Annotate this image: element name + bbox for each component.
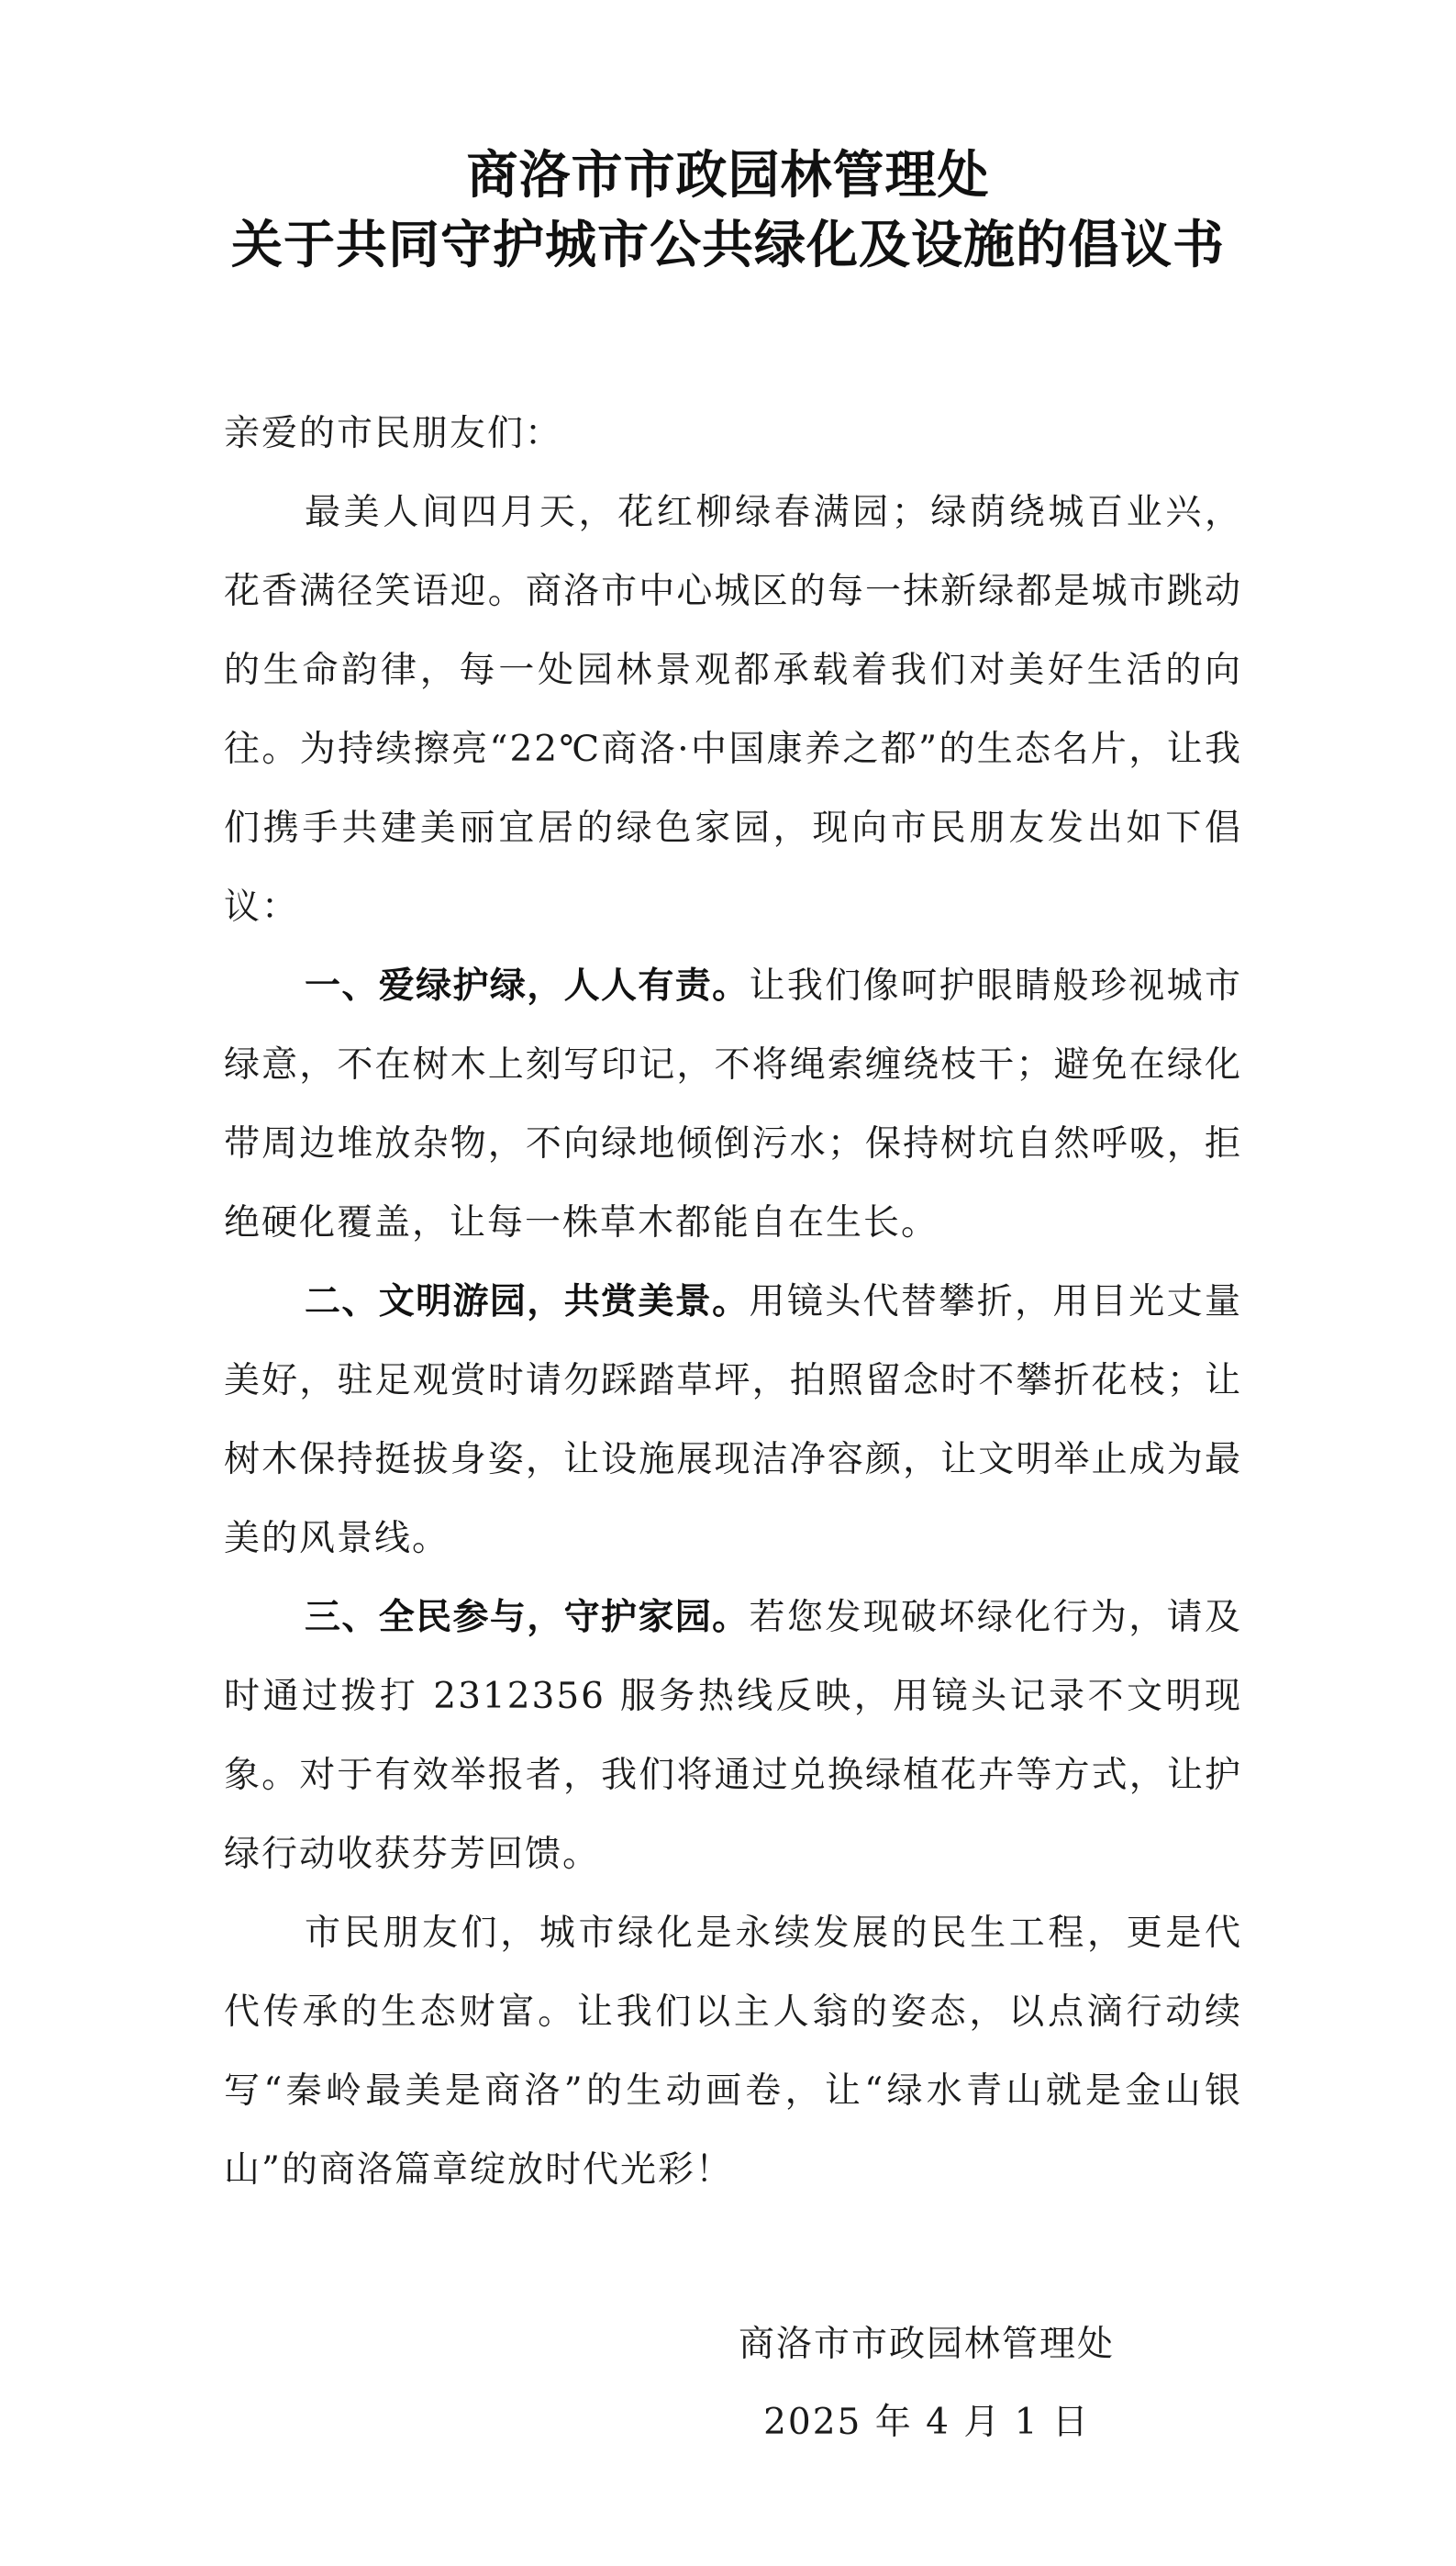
proposal-text-1: 让我们像呵护眼睛般珍视城市绿意，不在树木上刻写印记，不将绳索缠绕枝干；避免在绿化带周边堆放杂物，不向绿地倾倒污水；保持树坑自然呼吸，拒绝硬化覆盖，让每一株草木都能自在生长。 [224,965,1242,1244]
signature-date: 2025 年 4 月 1 日 [763,2402,1090,2443]
proposal-heading-3: 三、全民参与，守护家园。 [305,1597,750,1638]
salutation: 亲爱的市民朋友们： [224,413,563,454]
proposal-heading-2: 二、文明游园，共赏美景。 [305,1281,750,1322]
letter-body [224,395,1242,2210]
proposal-paragraph-3 [224,1579,1242,1894]
intro-paragraph: 最美人间四月天，花红柳绿春满园；绿荫绕城百业兴，花香满径笑语迎。商洛市中心城区的每一抹新绿都是城市跳动的生命韵律，每一处园林景观都承载着我们对美好生活的向往。为持续擦亮“22℃商洛·中国康养之都”的生态名片，让我们携手共建美丽宜居的绿色家园，现向市民朋友发出如下倡议： [224,492,1242,928]
proposal-heading-1: 一、爱绿护绿，人人有责。 [305,965,750,1007]
signature-organization: 商洛市市政园林管理处 [738,2324,1115,2365]
proposal-text-3: 若您发现破坏绿化行为，请及时通过拨打 2312356 服务热线反映，用镜头记录不文明现象。对于有效举报者，我们将通过兑换绿植花卉等方式，让护绿行动收获芬芳回馈。 [224,1597,1242,1875]
proposal-paragraph-2 [224,1263,1242,1579]
document-title-line-1: 商洛市市政园林管理处 [466,145,990,206]
proposal-text-2: 用镜头代替攀折，用目光丈量美好，驻足观赏时请勿踩踏草坪，拍照留念时不攀折花枝；让树木保持挺拔身姿，让设施展现洁净容颜，让文明举止成为最美的风景线。 [224,1281,1242,1559]
proposal-paragraph-1 [224,947,1242,1263]
document-title-line-2: 关于共同守护城市公共绿化及设施的倡议书 [231,215,1225,275]
closing-paragraph: 市民朋友们，城市绿化是永续发展的民生工程，更是代代传承的生态财富。让我们以主人翁的姿态，以点滴行动续写“秦岭最美是商洛”的生动画卷，让“绿水青山就是金山银山”的商洛篇章绽放时代光彩！ [224,1913,1242,2191]
